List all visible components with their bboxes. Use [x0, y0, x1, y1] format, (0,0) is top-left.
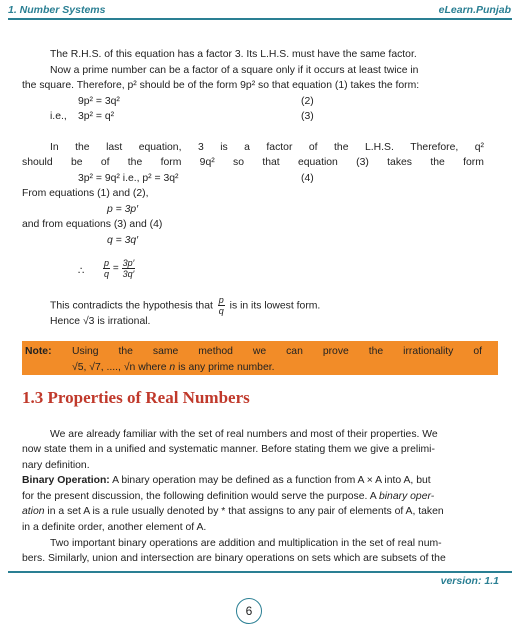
fraction-equation: $\frac{p}{q}$ = $\frac{3p'}{3q'}$: [104, 258, 135, 279]
header-rule: [8, 18, 512, 20]
footer-rule: [8, 571, 512, 573]
text-line: The R.H.S. of this equation has a factor 3. Its L.H.S. must have the same factor.: [50, 49, 417, 60]
text-line: the square. Therefore, p² should be of the form 9p² so that equation (1) takes the form:: [22, 80, 420, 91]
equation-p: p = 3p′: [107, 204, 139, 215]
version-label: version: 1.1: [440, 575, 499, 587]
text-line: bers. Similarly, union and intersection are binary operations on sets which are subsets of the: [22, 553, 446, 564]
page-number: 6: [236, 598, 262, 624]
note-line: √5, √7, ...., √n where n is any prime number.: [72, 362, 275, 373]
equation-number: (3): [301, 111, 314, 122]
therefore-symbol: ∴: [78, 266, 85, 277]
text-line: Now a prime number can be a factor of a square only if it occurs at least twice in: [50, 65, 419, 76]
fraction-p-over-q: $\frac{p}{q}$: [104, 258, 110, 279]
text-line: and from equations (3) and (4): [22, 219, 163, 230]
binary-operation-term: Binary Operation:: [22, 475, 110, 486]
note-line: Using the same method we can prove the irrationality of: [72, 346, 482, 357]
chapter-header: 1. Number Systems: [8, 4, 106, 16]
text-line: nary definition.: [22, 460, 90, 471]
equation-3: 3p² = q²: [78, 111, 115, 122]
section-title: 1.3 Properties of Real Numbers: [22, 388, 250, 407]
text-line: From equations (1) and (2),: [22, 188, 149, 199]
fraction-p-over-q: $\frac{p}{q}$: [218, 295, 224, 316]
publisher-header: eLearn.Punjab: [438, 4, 511, 16]
text-line: now state them in a unified and systematic manner. Before stating them we give a prelimi-: [22, 444, 435, 455]
text-line: in a definite order, another element of A.: [22, 522, 207, 533]
text-line: We are already familiar with the set of real numbers and most of their properties. We: [50, 429, 438, 440]
equation-number: (4): [301, 173, 314, 184]
text-line: for the present discussion, the following definition would serve the purpose. A binary oper-: [22, 491, 435, 502]
equation-number: (2): [301, 96, 314, 107]
ie-label: i.e.,: [50, 111, 67, 122]
justified-line: should be of the form 9q² so that equation (3) takes the form: [22, 157, 484, 168]
equation-4: 3p² = 9q² i.e., p² = 3q²: [78, 173, 179, 184]
note-label: Note:: [25, 346, 52, 357]
fraction-3p-over-3q: $\frac{3p'}{3q'}$: [122, 258, 135, 279]
hence-line: Hence √3 is irrational.: [50, 316, 151, 327]
equation-q: q = 3q′: [107, 235, 139, 246]
contradiction-line: This contradicts the hypothesis that $\frac{p}{q}$ is in its lowest form.: [50, 295, 321, 316]
text-line: Binary Operation: A binary operation may be defined as a function from A × A into A, but: [22, 475, 431, 486]
equation-2: 9p² = 3q²: [78, 96, 120, 107]
text-line: Two important binary operations are addition and multiplication in the set of real num-: [50, 538, 442, 549]
text-line: ation in a set A is a rule usually denoted by * that assigns to any pair of elements of A, taken: [22, 506, 444, 517]
justified-line: In the last equation, 3 is a factor of the L.H.S. Therefore, q²: [50, 142, 484, 153]
